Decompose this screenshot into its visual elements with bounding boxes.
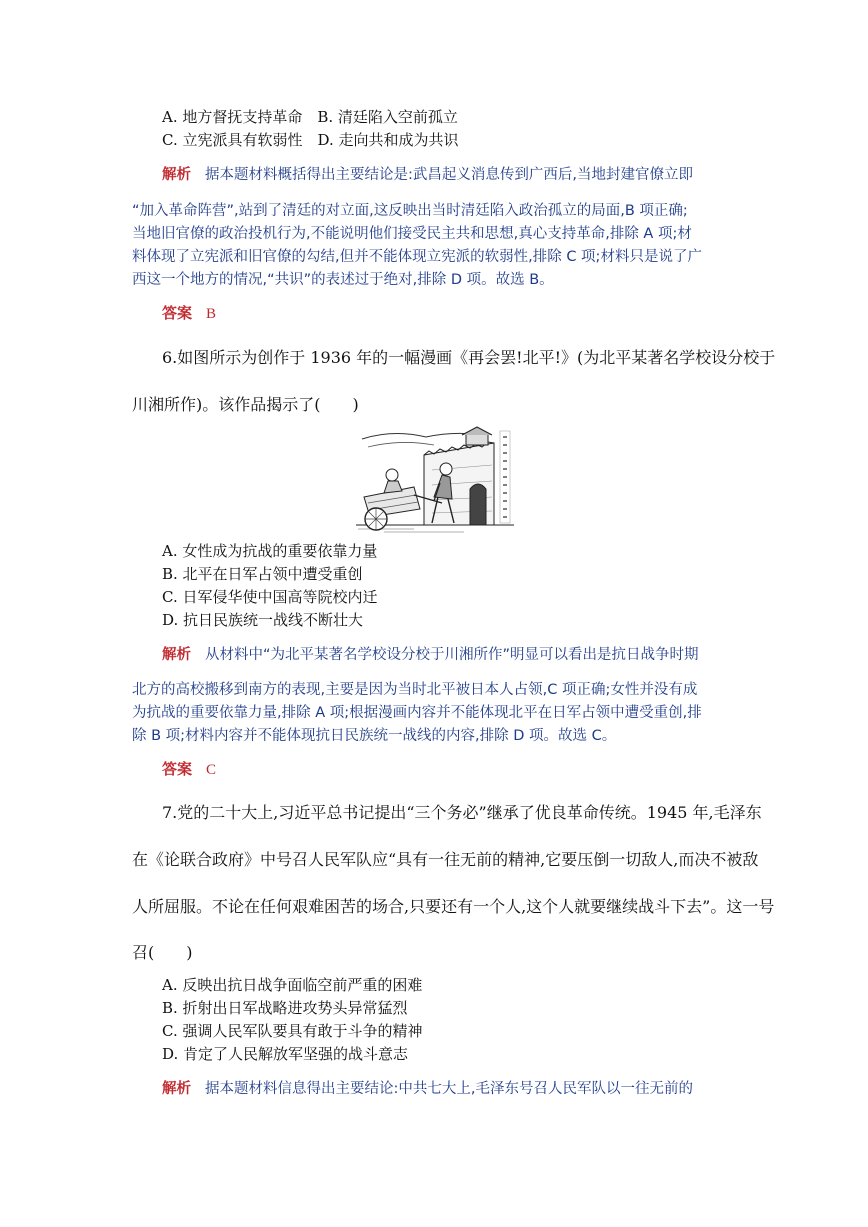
q7-option-a: A. 反映出抗日战争面临空前严重的困难 (162, 976, 423, 994)
q6-analysis-line4: 除 B 项;材料内容并不能体现抗日民族统一战线的内容,排除 D 项。故选 C。 (132, 728, 617, 744)
q7-option-d: D. 肯定了人民解放军坚强的战斗意志 (162, 1045, 409, 1063)
analysis-label: 解析 (162, 167, 191, 183)
q5-analysis-line3: 当地旧官僚的政治投机行为,不能说明他们接受民主共和思想,真心支持革命,排除 A 项;材 (132, 226, 692, 242)
q5-options-row2: C. 立宪派具有软弱性 D. 走向共和成为共识 (162, 131, 459, 149)
answer-label: 答案 (162, 304, 193, 322)
q6-analysis-line1: 解析 从材料中“为北平某著名学校设分校于川湘所作”明显可以看出是抗日战争时期 (162, 647, 699, 663)
q7-stem-line1: 7.党的二十大上,习近平总书记提出“三个务必”继承了优良革命传统。1945 年,毛泽东 (162, 803, 762, 822)
q6-option-b: B. 北平在日军占领中遭受重创 (162, 565, 363, 583)
q5-analysis-line2: “加入革命阵营”,站到了清廷的对立面,这反映出当时清廷陷入政治孤立的局面,B 项正确; (132, 203, 688, 219)
q7-stem-line2: 在《论联合政府》中号召人民军队应“具有一往无前的精神,它要压倒一切敌人,而决不被敌 (132, 850, 759, 869)
q6-analysis-line2: 北方的高校搬移到南方的表现,主要是因为当时北平被日本人占领,C 项正确;女性并没有成 (132, 682, 698, 698)
q6-option-a: A. 女性成为抗战的重要依靠力量 (162, 542, 378, 560)
answer-label: 答案 (162, 760, 193, 778)
q7-option-c: C. 强调人民军队要具有敢于斗争的精神 (162, 1022, 423, 1040)
analysis-label: 解析 (162, 1081, 191, 1097)
answer-value: C (206, 762, 217, 778)
q5-analysis-line1: 解析 据本题材料概括得出主要结论是:武昌起义消息传到广西后,当地封建官僚立即 (162, 167, 693, 183)
q6-option-c: C. 日军侵华使中国高等院校内迁 (162, 588, 378, 606)
q7-stem-line3: 人所屈服。不论在任何艰难困苦的场合,只要还有一个人,这个人就要继续战斗下去”。这一号 (132, 897, 775, 916)
q6-option-d: D. 抗日民族统一战线不断壮大 (162, 611, 364, 629)
q6-analysis-line3: 为抗战的重要依靠力量,排除 A 项;根据漫画内容并不能体现北平在日军占领中遭受重创,排 (132, 705, 702, 721)
analysis-label: 解析 (162, 647, 191, 663)
q5-analysis-line4: 料体现了立宪派和旧官僚的勾结,但并不能体现立宪派的软弱性,排除 C 项;材料只是说了广 (132, 249, 702, 265)
q5-answer (162, 303, 216, 324)
q6-stem-line1: 6.如图所示为创作于 1936 年的一幅漫画《再会罢!北平!》(为北平某著名学校设分校于 (162, 348, 776, 367)
q7-option-b: B. 折射出日军战略进攻势头异常猛烈 (162, 999, 408, 1017)
q6-stem-line2: 川湘所作)。该作品揭示了( ) (132, 395, 359, 414)
answer-value: B (206, 306, 217, 322)
q5-options-row1: A. 地方督抚支持革命 B. 清廷陷入空前孤立 (162, 108, 458, 126)
q7-stem-line4: 召( ) (132, 943, 193, 962)
q7-analysis-line1: 解析 据本题材料信息得出主要结论:中共七大上,毛泽东号召人民军队以一往无前的 (162, 1081, 693, 1097)
q6-answer (162, 759, 216, 780)
q5-analysis-line5: 西这一个地方的情况,“共识”的表述过于绝对,排除 D 项。故选 B。 (132, 272, 554, 288)
cartoon-illustration (354, 425, 516, 535)
